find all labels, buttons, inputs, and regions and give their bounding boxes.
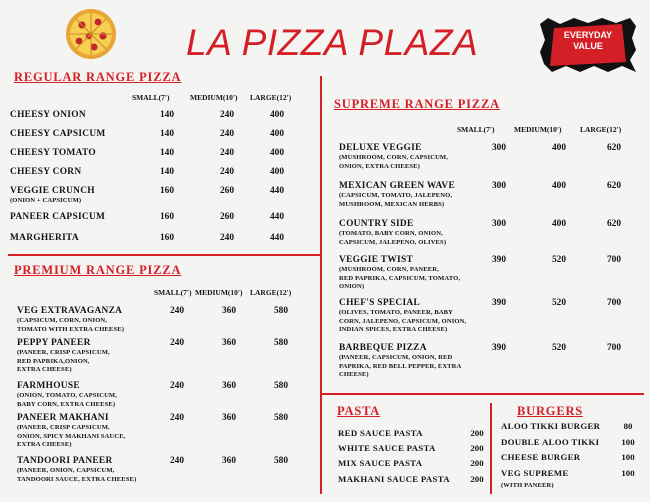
supreme-item-price: 300 (491, 181, 507, 191)
regular-item-name: PANEER CAPSICUM (10, 212, 106, 222)
pizza-logo (60, 6, 122, 61)
burger-item-name: DOUBLE ALOO TIKKI (501, 437, 600, 447)
premium-col-medium: MEDIUM(10') (195, 288, 243, 297)
regular-item-name: CHEESY ONION (10, 110, 86, 120)
regular-item-price: 240 (219, 148, 235, 158)
supreme-item-price: 620 (606, 219, 622, 229)
premium-item-desc: (ONION, TOMATO, CAPSICUM, BABY CORN, EXTRA CHEESE) (17, 392, 118, 408)
burger-item-desc: (WITH PANEER) (501, 482, 554, 489)
premium-item-name: PANEER MAKHANI (17, 413, 109, 423)
regular-item-price: 140 (159, 129, 175, 139)
regular-item-price: 400 (269, 167, 285, 177)
premium-item-price: 580 (273, 381, 289, 391)
supreme-item-price: 400 (551, 219, 567, 229)
regular-item-price: 140 (159, 148, 175, 158)
regular-item-price: 440 (269, 233, 285, 243)
pasta-heading: PASTA (337, 404, 381, 418)
supreme-item-price: 520 (551, 343, 567, 353)
supreme-item-price: 700 (606, 343, 622, 353)
regular-item-price: 140 (159, 110, 175, 120)
burger-item-price: 100 (621, 452, 635, 462)
supreme-item-name: COUNTRY SIDE (339, 219, 414, 229)
pasta-item-name: RED SAUCE PASTA (338, 428, 423, 438)
premium-item-price: 360 (221, 456, 237, 466)
pasta-item-price: 200 (470, 428, 484, 438)
supreme-col-large: LARGE(12') (580, 125, 622, 134)
supreme-divider (322, 393, 644, 395)
regular-col-small: SMALL(7') (132, 93, 170, 102)
premium-item-price: 580 (273, 306, 289, 316)
premium-item-price: 240 (169, 338, 185, 348)
burger-item-price: 100 (621, 468, 635, 478)
regular-item-name: VEGGIE CRUNCH (10, 186, 95, 196)
badge-line-2: VALUE (573, 41, 603, 51)
supreme-item-name: MEXICAN GREEN WAVE (339, 181, 456, 191)
supreme-item-desc: (TOMATO, BABY CORN, ONION, CAPSICUM, JALEPENO, OLIVES) (339, 230, 447, 246)
supreme-item-price: 620 (606, 143, 622, 153)
regular-item-price: 440 (269, 186, 285, 196)
premium-item-price: 580 (273, 456, 289, 466)
center-divider (320, 76, 322, 494)
premium-item-price: 240 (169, 381, 185, 391)
supreme-item-price: 390 (491, 255, 507, 265)
regular-item-price: 260 (219, 186, 235, 196)
regular-item-price: 440 (269, 212, 285, 222)
regular-item-price: 240 (219, 233, 235, 243)
supreme-item-price: 390 (491, 343, 507, 353)
premium-item-price: 240 (169, 306, 185, 316)
supreme-item-name: VEGGIE TWIST (339, 255, 414, 265)
regular-col-medium: MEDIUM(10') (190, 93, 238, 102)
regular-range-heading: REGULAR RANGE PIZZA (14, 70, 182, 84)
pasta-item-name: WHITE SAUCE PASTA (338, 443, 436, 453)
supreme-item-price: 300 (491, 219, 507, 229)
pasta-item-price: 200 (470, 458, 484, 468)
supreme-col-small: SMALL(7') (457, 125, 495, 134)
premium-item-desc: (CAPSICUM, CORN, ONION, TOMATO WITH EXTRA CHEESE) (17, 317, 124, 333)
regular-item-price: 160 (159, 233, 175, 243)
supreme-item-price: 700 (606, 255, 622, 265)
regular-divider (8, 254, 320, 256)
premium-item-price: 360 (221, 413, 237, 423)
premium-item-price: 360 (221, 381, 237, 391)
supreme-item-price: 620 (606, 181, 622, 191)
supreme-item-price: 520 (551, 298, 567, 308)
regular-item-name: CHEESY CAPSICUM (10, 129, 106, 139)
supreme-item-desc: (OLIVES, TOMATO, PANEER, BABY CORN, JALEPENO, CAPSICUM, ONION, INDIAN SPICES, EXTRA CHEESE) (339, 309, 467, 334)
everyday-value-badge (540, 18, 636, 72)
regular-item-price: 240 (219, 110, 235, 120)
regular-item-price: 240 (219, 129, 235, 139)
supreme-range-heading: SUPREME RANGE PIZZA (334, 97, 500, 111)
supreme-item-price: 520 (551, 255, 567, 265)
supreme-item-price: 400 (551, 143, 567, 153)
supreme-item-desc: (MUSHROOM, CORN, CAPSICUM, ONION, EXTRA CHEESE) (339, 154, 449, 170)
regular-item-name: MARGHERITA (10, 233, 79, 243)
burger-item-name: ALOO TIKKI BURGER (501, 421, 601, 431)
pasta-item-price: 200 (470, 474, 484, 484)
regular-item-price: 400 (269, 110, 285, 120)
supreme-item-desc: (MUSHROOM, CORN, PANEER, RED PAPRIKA, CAPSICUM, TOMATO, ONION) (339, 266, 461, 291)
regular-item-price: 400 (269, 148, 285, 158)
burger-item-name: CHEESE BURGER (501, 452, 581, 462)
burger-item-price: 80 (623, 421, 633, 431)
regular-item-price: 140 (159, 167, 175, 177)
supreme-item-desc: (CAPSICUM, TOMATO, JALEPENO, MUSHROOM, MEXICAN HERBS) (339, 192, 453, 208)
regular-item-name: CHEESY CORN (10, 167, 82, 177)
premium-item-name: VEG EXTRAVAGANZA (17, 306, 123, 316)
page-title: LA PIZZA PLAZA (186, 22, 479, 63)
pasta-item-name: MIX SAUCE PASTA (338, 458, 423, 468)
regular-item-price: 160 (159, 212, 175, 222)
premium-item-name: FARMHOUSE (17, 381, 80, 391)
regular-item-price: 400 (269, 129, 285, 139)
supreme-item-price: 400 (551, 181, 567, 191)
regular-col-large: LARGE(12') (250, 93, 292, 102)
supreme-item-desc: (PANEER, CAPSICUM, ONION, RED PAPRIKA, RED BELL PEPPER, EXTRA CHEESE) (339, 354, 462, 379)
premium-item-name: PEPPY PANEER (17, 338, 91, 348)
premium-col-small: SMALL(7') (154, 288, 192, 297)
supreme-col-medium: MEDIUM(10') (514, 125, 562, 134)
premium-item-desc: (PANEER, CRISP CAPSICUM, ONION, SPICY MAKHANI SAUCE, EXTRA CHEESE) (17, 424, 126, 449)
burger-item-price: 100 (621, 437, 635, 447)
premium-item-desc: (PANEER, ONION, CAPSICUM, TANDOORI SAUCE, EXTRA CHEESE) (17, 467, 137, 483)
pasta-item-name: MAKHANI SAUCE PASTA (338, 474, 450, 484)
premium-col-large: LARGE(12') (250, 288, 292, 297)
premium-item-name: TANDOORI PANEER (17, 456, 113, 466)
supreme-item-name: DELUXE VEGGIE (339, 143, 422, 153)
regular-item-price: 240 (219, 167, 235, 177)
premium-item-price: 580 (273, 413, 289, 423)
burger-item-name: VEG SUPREME (501, 468, 569, 478)
premium-item-price: 580 (273, 338, 289, 348)
premium-item-price: 360 (221, 306, 237, 316)
regular-item-price: 260 (219, 212, 235, 222)
premium-item-price: 360 (221, 338, 237, 348)
premium-item-desc: (PANEER, CRISP CAPSICUM, RED PAPRIKA,ONION, EXTRA CHEESE) (17, 349, 110, 374)
regular-item-name: CHEESY TOMATO (10, 148, 96, 158)
supreme-item-price: 700 (606, 298, 622, 308)
premium-item-price: 240 (169, 413, 185, 423)
supreme-item-name: CHEF'S SPECIAL (339, 298, 421, 308)
burgers-heading: BURGERS (517, 404, 584, 418)
regular-item-price: 160 (159, 186, 175, 196)
supreme-item-name: BARBEQUE PIZZA (339, 343, 427, 353)
supreme-item-price: 390 (491, 298, 507, 308)
supreme-item-price: 300 (491, 143, 507, 153)
premium-item-price: 240 (169, 456, 185, 466)
regular-item-desc: (ONION + CAPSICUM) (10, 197, 82, 204)
premium-range-heading: PREMIUM RANGE PIZZA (14, 263, 182, 277)
badge-line-1: EVERYDAY (563, 30, 613, 40)
pasta-item-price: 200 (470, 443, 484, 453)
